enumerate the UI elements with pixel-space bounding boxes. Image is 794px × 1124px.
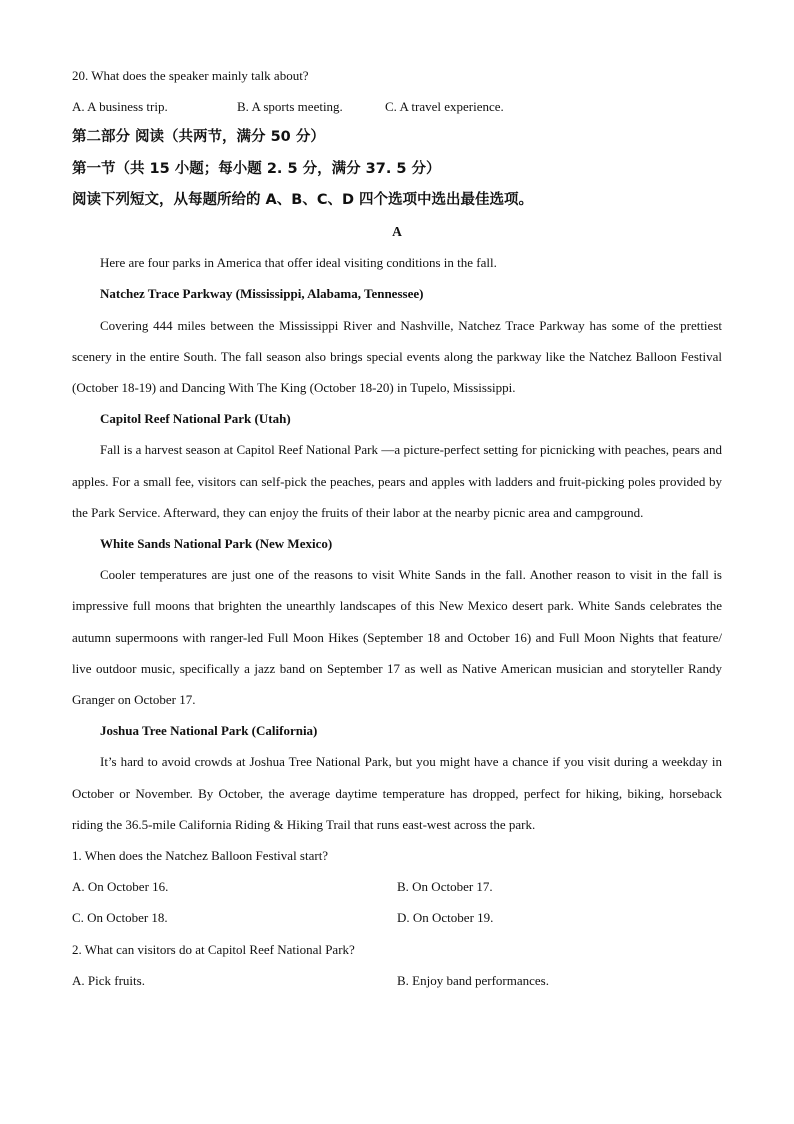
part2-heading: 第二部分 阅读（共两节，满分 50 分）	[72, 129, 325, 146]
exam-page	[72, 60, 722, 996]
q20-question: 20. What does the speaker mainly talk about?	[72, 68, 309, 83]
q1-question: 1. When does the Natchez Balloon Festival start?	[72, 848, 329, 864]
q1-option-c: C. On October 18.	[72, 910, 168, 926]
passage-label: A	[392, 224, 402, 240]
q20-option-b: B. A sports meeting.	[237, 99, 343, 115]
q20-options	[72, 91, 722, 122]
passage-intro: Here are four parks in America that offer ideal visiting conditions in the fall.	[100, 255, 497, 271]
park-description: It’s hard to avoid crowds at Joshua Tree National Park, but you might have a chance if you visit during a weekday in October or November. By October, the average daytime temperature has dropped, perfect for hiking, biking, horseback riding the 36.5-mile California Riding & Hiking Trail that runs east-west across the park.	[72, 754, 722, 832]
q1-option-a: A. On October 16.	[72, 879, 169, 895]
q2-option-b: B. Enjoy band performances.	[397, 972, 549, 988]
q20-option-c: C. A travel experience.	[385, 99, 504, 115]
park-description: Covering 444 miles between the Mississippi River and Nashville, Natchez Trace Parkway has some of the prettiest scenery in the entire South. The fall season also brings special events along the parkway like the Natchez Balloon Festival (October 18-19) and Dancing With The King (October 18-20) in Tupelo, Mississippi.	[72, 317, 722, 396]
park-name: Capitol Reef National Park (Utah)	[100, 411, 291, 427]
q1-option-d: D. On October 19.	[397, 910, 494, 926]
park-name: Joshua Tree National Park (California)	[100, 723, 318, 739]
park-name: Natchez Trace Parkway (Mississippi, Alabama, Tennessee)	[100, 286, 424, 302]
section1-heading: 第一节（共 15 小题；每小题 2. 5 分，满分 37. 5 分）	[72, 160, 441, 177]
q1-options-row2	[72, 902, 722, 933]
q1-options-row1	[72, 871, 722, 902]
reading-instruction: 阅读下列短文，从每题所给的 A、B、C、D 四个选项中选出最佳选项。	[72, 191, 534, 208]
q2-options-row1	[72, 965, 722, 996]
q2-question: 2. What can visitors do at Capitol Reef National Park?	[72, 941, 355, 957]
q2-option-a: A. Pick fruits.	[72, 972, 145, 988]
q1-option-b: B. On October 17.	[397, 879, 493, 895]
park-name: White Sands National Park (New Mexico)	[100, 536, 333, 552]
park-description: Fall is a harvest season at Capitol Reef National Park —a picture-perfect setting for picnicking with peaches, pears and apples. For a small fee, visitors can self-pick the peaches, pears and apples with ladders and fruit-picking poles provided by the Park Service. Afterward, they can enjoy the fruits of their labor at the nearby picnic area and campground.	[72, 442, 722, 520]
park-description: Cooler temperatures are just one of the reasons to visit White Sands in the fall. Another reason to visit in the fall is impressive full moons that brighten the unearthly landscapes of this New Mexico desert park. White Sands celebrates the autumn supermoons with ranger-led Full Moon Hikes (September 18 and October 16) and Full Moon Nights that feature/ live outdoor music, specifically a jazz band on September 17 as well as Native American musician and storyteller Randy Granger on October 17.	[72, 567, 722, 708]
q20-option-a: A. A business trip.	[72, 99, 168, 115]
